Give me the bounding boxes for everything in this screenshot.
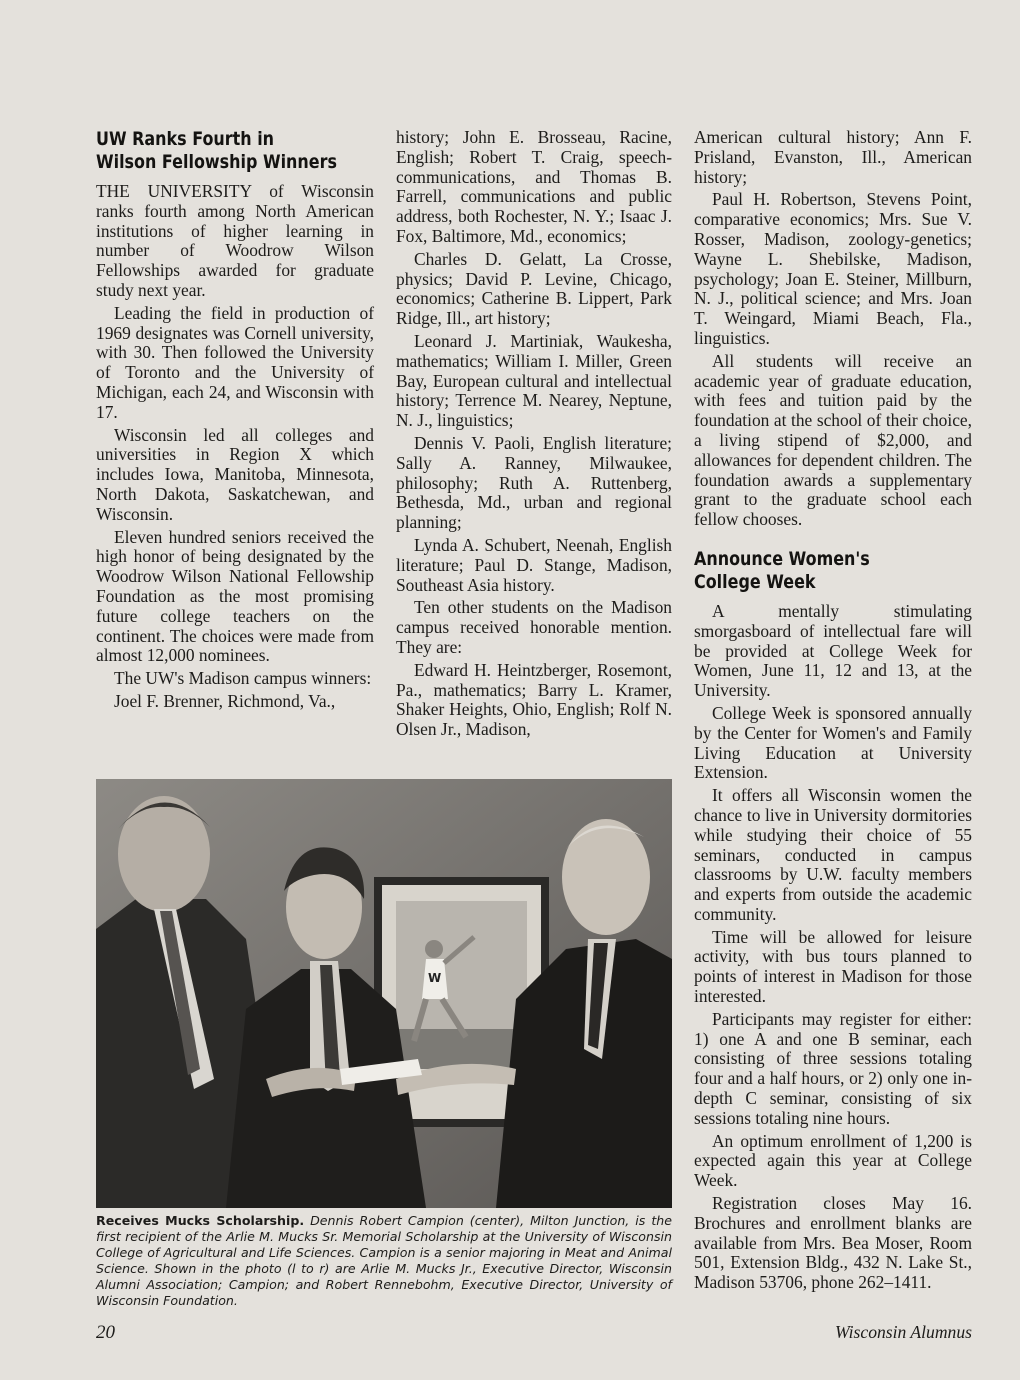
page-number: 20 — [96, 1322, 115, 1343]
paragraph: The UW's Madison campus winners: — [114, 668, 372, 689]
paragraph: American cultural history; Ann F. Prisland, Evanston, Ill., American history; — [694, 127, 972, 187]
paragraph: All students will receive an academic year of graduate education, with fees and tuition paid by the foundation at the school of their choice, a living stipend of $2,000, and allowances for dependent children. The foundation awards a supplementary grant to the graduate school each fellow chooses. — [694, 350, 972, 530]
paragraph: A mentally stimulating smorgasboard of intellectual fare will be provided at College Week for Women, June 11, 12 and 13, at the University. — [694, 600, 972, 701]
scholarship-photo — [96, 779, 672, 1208]
caption-lead: Receives Mucks Scholarship. — [96, 1213, 305, 1228]
paragraph: Registration closes May 16. Brochures and enrollment blanks are available from Mrs. Bea Moser, Room 501, Extension Bldg., 432 N. Lake St., Madison 53706, phone 262–1411. — [694, 1193, 972, 1293]
paragraph: Participants may register for either: 1) one A and one B seminar, each consisting of three sessions totaling four and a half hours, or 2) only one in-depth C seminar, consisting of six sessions totaling nine hours. — [694, 1008, 972, 1128]
paragraph: Lynda A. Schubert, Neenah, English literature; Paul D. Stange, Madison, Southeast Asia history. — [396, 534, 672, 595]
paragraph: Joel F. Brenner, Richmond, Va., — [114, 690, 336, 711]
column-2 — [396, 128, 672, 743]
heading-line-1: UW Ranks Fourth in — [96, 128, 275, 150]
article-heading-college-week — [694, 548, 928, 594]
paragraph: Paul H. Robertson, Stevens Point, comparative economics; Mrs. Sue V. Rosser, Madison, zoology-genetics; Wayne L. Shebilske, Madison, psychology; Joan E. Steiner, Millburn, N. J., political science; and Mrs. Joan T. Weingard, Miami Beach, Fla., linguistics. — [694, 189, 972, 348]
paragraph: Leonard J. Martiniak, Waukesha, mathematics; William I. Miller, Green Bay, European cultural and intellectual history; Terrence M. Nearey, Neptune, N. J., linguistics; — [396, 330, 672, 431]
column-3 — [694, 128, 972, 1296]
paragraph: It offers all Wisconsin women the chance to live in University dormitories while studying their choice of 55 seminars, conducted in campus classrooms by U.W. faculty members and experts from outside the academic community. — [694, 785, 972, 924]
paragraph: Dennis V. Paoli, English literature; Sally A. Ranney, Milwaukee, philosophy; Ruth A. Ruttenberg, Bethesda, Md., urban and regional planning; — [396, 432, 672, 533]
paragraph: history; John E. Brosseau, Racine, English; Robert T. Craig, speech-communications, and Thomas B. Farrell, communications and public address, both Rochester, N. Y.; Isaac J. Fox, Baltimore, Md., economics; — [396, 127, 672, 246]
paragraph: College Week is sponsored annually by the Center for Women's and Family Living Education at University Extension. — [694, 702, 972, 783]
paragraph: THE UNIVERSITY of Wisconsin ranks fourth among North American institutions of higher learning in number of Woodrow Wilson Fellowships awarded for graduate study next year. — [96, 181, 374, 300]
heading-line-2: Wilson Fellowship Winners — [96, 151, 337, 173]
paragraph: Edward H. Heintzberger, Rosemont, Pa., mathematics; Barry L. Kramer, Shaker Heights, Ohio, English; Rolf N. Olsen Jr., Madison, — [396, 659, 672, 740]
magazine-name: Wisconsin Alumnus — [834, 1322, 972, 1342]
paragraph: Charles D. Gelatt, La Crosse, physics; David P. Levine, Chicago, economics; Catherine B. Lippert, Park Ridge, Ill., art history; — [396, 248, 672, 329]
caption-body: Dennis Robert Campion (center), Milton Junction, is the first recipient of the Arlie M. Mucks Sr. Memorial Scholarship at the University of Wisconsin College of Agricultural and Life Sciences. Campion is a senior majoring in Meat and Animal Science. Shown in the photo (l to r) are Arlie M. Mucks Jr., Executive Director, Wisconsin Alumni Association; Campion; and Robert Rennebohm, Executive Director, University of Wisconsin Foundation. — [96, 1213, 672, 1309]
picture-letter: W — [428, 971, 442, 985]
paragraph: Eleven hundred seniors received the high honor of being designated by the Woodrow Wilson National Fellowship Foundation as the most promising future college teachers on the continent. The choices were made from almost 12,000 nominees. — [96, 526, 374, 666]
paragraph: Leading the field in production of 1969 designates was Cornell university, with 30. Then followed the University of Toronto and the University of Michigan, each 24, and Wisconsin with 17. — [96, 302, 374, 422]
heading-line-1: Announce Women's — [694, 547, 870, 570]
paragraph: Wisconsin led all colleges and universities in Region X which includes Iowa, Manitoba, Minnesota, North Dakota, Saskatchewan, and Wisconsin. — [96, 424, 374, 524]
photo-caption — [96, 1213, 672, 1310]
column-1 — [96, 128, 374, 715]
paragraph: An optimum enrollment of 1,200 is expected again this year at College Week. — [694, 1130, 972, 1191]
photo-illustration — [96, 779, 672, 1208]
paragraph: Time will be allowed for leisure activity, with bus tours planned to points of interest in Madison for those interested. — [694, 926, 972, 1007]
heading-line-2: College Week — [694, 570, 816, 593]
paragraph: Ten other students on the Madison campus received honorable mention. They are: — [396, 597, 672, 657]
article-heading-fellowship — [96, 128, 337, 174]
